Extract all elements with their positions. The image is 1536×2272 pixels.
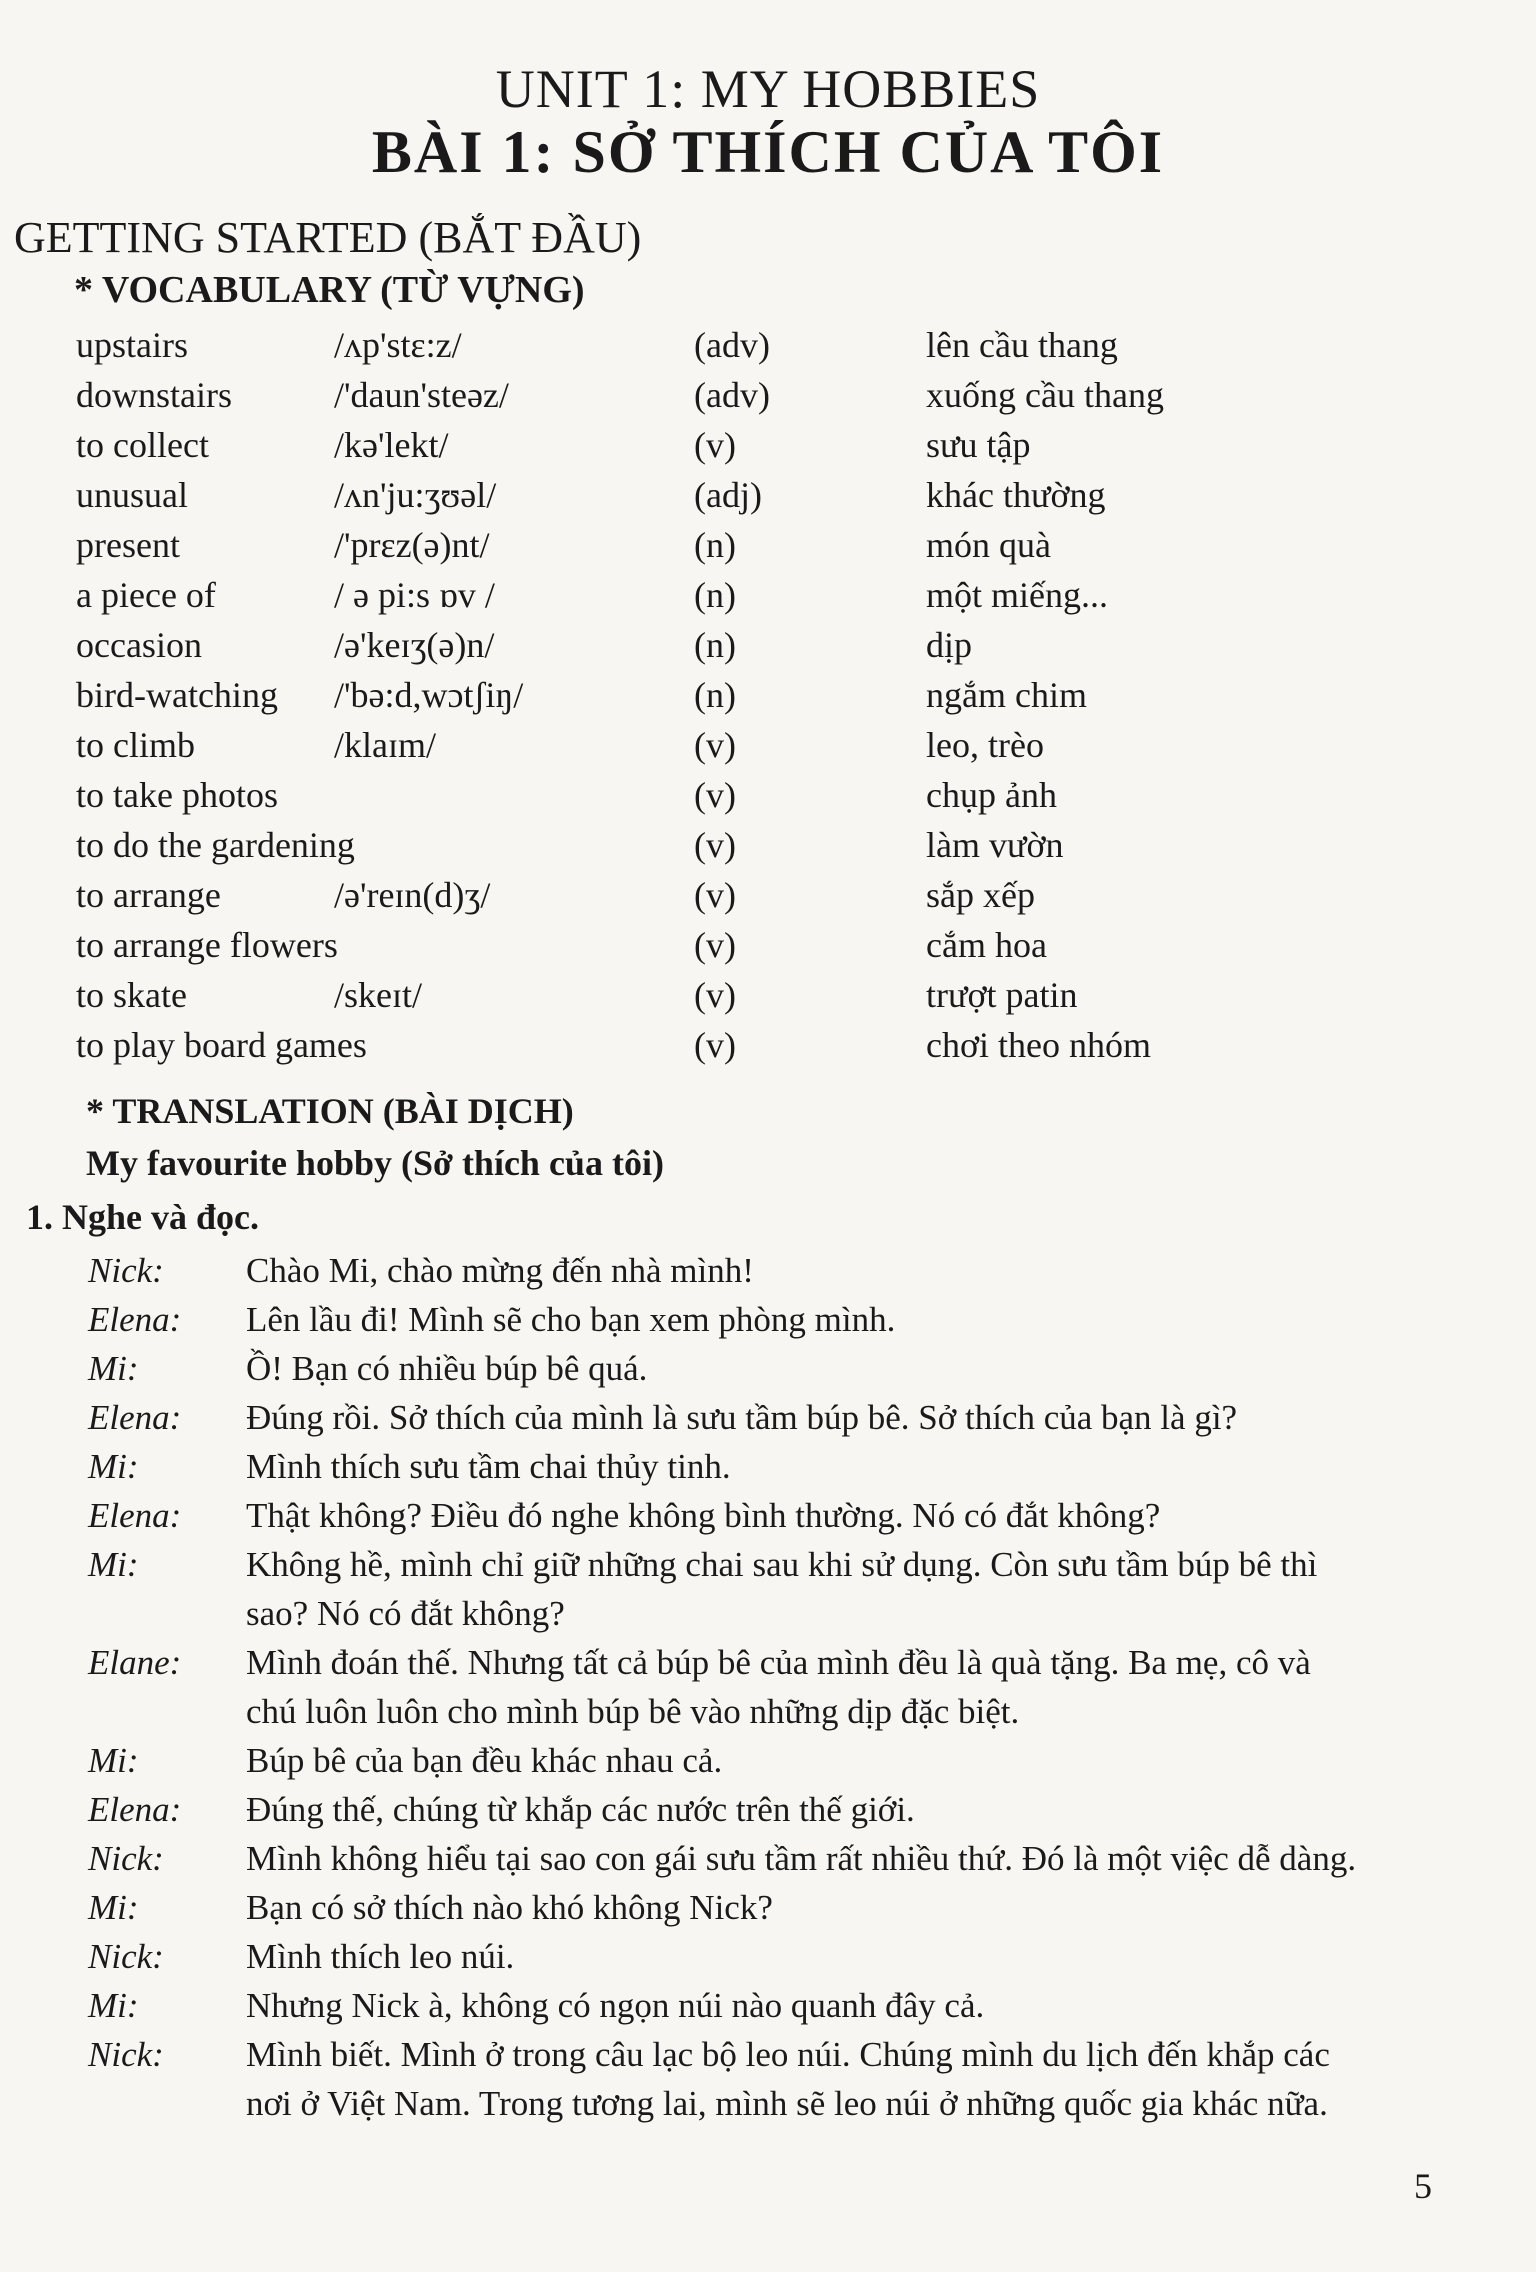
dialogue-row bbox=[88, 1785, 1458, 1834]
vocab-word: to skate bbox=[76, 975, 187, 1015]
dialogue-row bbox=[88, 1932, 1458, 1981]
vocab-row bbox=[76, 824, 1496, 874]
dialogue-line: Thật không? Điều đó nghe không bình thường. Nó có đắt không? bbox=[246, 1496, 1161, 1535]
vocab-pos: (n) bbox=[694, 625, 736, 665]
vocab-row bbox=[76, 324, 1496, 374]
dialogue-row bbox=[88, 1589, 1458, 1638]
vocab-meaning: chụp ảnh bbox=[926, 775, 1057, 815]
vocab-word: present bbox=[76, 525, 180, 565]
vocab-meaning: làm vườn bbox=[926, 825, 1064, 865]
dialogue-row bbox=[88, 2079, 1458, 2128]
vocab-row bbox=[76, 374, 1496, 424]
speaker-name: Mi: bbox=[88, 1447, 139, 1486]
vocab-pos: (v) bbox=[694, 875, 736, 915]
speaker-name: Elena: bbox=[88, 1790, 182, 1829]
dialogue-line: Nhưng Nick à, không có ngọn núi nào quanh đây cả. bbox=[246, 1986, 985, 2025]
vocab-word: to arrange flowers bbox=[76, 925, 338, 965]
vocab-row bbox=[76, 424, 1496, 474]
unit-title-english: UNIT 1: MY HOBBIES bbox=[495, 59, 1041, 119]
dialogue-row bbox=[88, 1491, 1458, 1540]
vocab-meaning: dịp bbox=[926, 625, 973, 665]
vocab-meaning: món quà bbox=[926, 525, 1051, 565]
vocab-meaning: trượt patin bbox=[926, 975, 1078, 1015]
speaker-name bbox=[88, 1687, 246, 1736]
dialogue-row bbox=[88, 1834, 1458, 1883]
vocab-row bbox=[76, 974, 1496, 1024]
vocab-word: a piece of bbox=[76, 575, 216, 615]
vocab-meaning: cắm hoa bbox=[926, 925, 1047, 965]
vocab-pos: (adj) bbox=[694, 475, 762, 515]
vocab-pos: (v) bbox=[694, 775, 736, 815]
dialogue-row bbox=[88, 1736, 1458, 1785]
vocab-pos: (n) bbox=[694, 575, 736, 615]
vocab-pos: (v) bbox=[694, 725, 736, 765]
vocab-ipa: / ə pi:s ɒv / bbox=[334, 575, 495, 615]
vocab-pos: (v) bbox=[694, 425, 736, 465]
vocab-word: unusual bbox=[76, 475, 188, 515]
translation-heading: * TRANSLATION (BÀI DỊCH) bbox=[86, 1091, 574, 1131]
speaker-name: Nick: bbox=[88, 1937, 164, 1976]
vocab-pos: (v) bbox=[694, 1025, 736, 1065]
vocab-row bbox=[76, 674, 1496, 724]
vocab-word: to play board games bbox=[76, 1025, 367, 1065]
vocab-pos: (adv) bbox=[694, 325, 770, 365]
dialogue-line: Mình biết. Mình ở trong câu lạc bộ leo núi. Chúng mình du lịch đến khắp các bbox=[246, 2035, 1330, 2074]
speaker-name: Elane: bbox=[88, 1643, 182, 1682]
dialogue-row bbox=[88, 2030, 1458, 2079]
vocab-ipa: /kə'lekt/ bbox=[334, 425, 449, 465]
vocab-ipa: /klaɪm/ bbox=[334, 725, 436, 765]
vocab-meaning: lên cầu thang bbox=[926, 325, 1118, 365]
dialogue bbox=[88, 1246, 1458, 2128]
section-heading: GETTING STARTED (BẮT ĐẦU) bbox=[14, 213, 642, 262]
dialogue-row bbox=[88, 1540, 1458, 1589]
speaker-name bbox=[88, 2079, 246, 2128]
vocab-ipa: /'prɛz(ə)nt/ bbox=[334, 525, 490, 565]
vocab-row bbox=[76, 724, 1496, 774]
speaker-name: Mi: bbox=[88, 1545, 139, 1584]
dialogue-line: Mình thích sưu tầm chai thủy tinh. bbox=[246, 1447, 731, 1486]
dialogue-line: Đúng thế, chúng từ khắp các nước trên thế giới. bbox=[246, 1790, 915, 1829]
vocab-meaning: sưu tập bbox=[926, 425, 1031, 465]
speaker-name: Nick: bbox=[88, 2035, 164, 2074]
vocab-ipa: /ə'reɪn(d)ʒ/ bbox=[334, 875, 491, 915]
dialogue-line: Búp bê của bạn đều khác nhau cả. bbox=[246, 1741, 723, 1780]
dialogue-line: Mình không hiểu tại sao con gái sưu tầm rất nhiều thứ. Đó là một việc dễ dàng. bbox=[246, 1839, 1357, 1878]
speaker-name: Mi: bbox=[88, 1986, 139, 2025]
vocab-word: downstairs bbox=[76, 375, 232, 415]
speaker-name: Mi: bbox=[88, 1349, 139, 1388]
vocab-meaning: ngắm chim bbox=[926, 675, 1087, 715]
vocab-ipa: /'bə:d,wɔtʃiŋ/ bbox=[334, 675, 524, 715]
dialogue-line: Lên lầu đi! Mình sẽ cho bạn xem phòng mình. bbox=[246, 1300, 896, 1339]
vocab-pos: (v) bbox=[694, 825, 736, 865]
vocab-word: to take photos bbox=[76, 775, 278, 815]
vocab-word: bird-watching bbox=[76, 675, 278, 715]
vocab-row bbox=[76, 474, 1496, 524]
vocab-row bbox=[76, 924, 1496, 974]
vocab-pos: (v) bbox=[694, 925, 736, 965]
vocab-word: occasion bbox=[76, 625, 202, 665]
vocab-pos: (n) bbox=[694, 675, 736, 715]
vocab-meaning: khác thường bbox=[926, 475, 1106, 515]
vocab-ipa: /ʌp'stɛ:z/ bbox=[334, 325, 462, 365]
dialogue-row bbox=[88, 1442, 1458, 1491]
speaker-name: Nick: bbox=[88, 1839, 164, 1878]
vocab-ipa: /ʌn'ju:ʒʊəl/ bbox=[334, 475, 497, 515]
dialogue-line: Bạn có sở thích nào khó không Nick? bbox=[246, 1888, 773, 1927]
speaker-name: Elena: bbox=[88, 1398, 182, 1437]
dialogue-line: nơi ở Việt Nam. Trong tương lai, mình sẽ leo núi ở những quốc gia khác nữa. bbox=[246, 2084, 1328, 2123]
page-number: 5 bbox=[1414, 2166, 1432, 2206]
speaker-name: Nick: bbox=[88, 1251, 164, 1290]
dialogue-line: Đúng rồi. Sở thích của mình là sưu tầm búp bê. Sở thích của bạn là gì? bbox=[246, 1398, 1238, 1437]
vocab-ipa: /skeɪt/ bbox=[334, 975, 422, 1015]
vocab-word: to arrange bbox=[76, 875, 221, 915]
vocab-row bbox=[76, 624, 1496, 674]
vocab-pos: (adv) bbox=[694, 375, 770, 415]
vocab-pos: (n) bbox=[694, 525, 736, 565]
dialogue-line: Không hề, mình chỉ giữ những chai sau khi sử dụng. Còn sưu tầm búp bê thì bbox=[246, 1545, 1318, 1584]
dialogue-row bbox=[88, 1246, 1458, 1295]
exercise-heading: 1. Nghe và đọc. bbox=[26, 1197, 259, 1237]
vocab-meaning: leo, trèo bbox=[926, 725, 1044, 765]
speaker-name: Elena: bbox=[88, 1496, 182, 1535]
speaker-name bbox=[88, 1589, 246, 1638]
dialogue-line: sao? Nó có đắt không? bbox=[246, 1594, 565, 1633]
dialogue-row bbox=[88, 1981, 1458, 2030]
vocabulary-heading: * VOCABULARY (TỪ VỰNG) bbox=[74, 269, 585, 311]
translation-subheading: My favourite hobby (Sở thích của tôi) bbox=[86, 1143, 664, 1183]
dialogue-row bbox=[88, 1295, 1458, 1344]
dialogue-row bbox=[88, 1687, 1458, 1736]
vocab-meaning: xuống cầu thang bbox=[926, 375, 1164, 415]
vocab-meaning: chơi theo nhóm bbox=[926, 1025, 1151, 1065]
vocab-word: to do the gardening bbox=[76, 825, 355, 865]
dialogue-row bbox=[88, 1393, 1458, 1442]
dialogue-row bbox=[88, 1638, 1458, 1687]
dialogue-line: Mình thích leo núi. bbox=[246, 1937, 515, 1976]
speaker-name: Elena: bbox=[88, 1300, 182, 1339]
dialogue-row bbox=[88, 1344, 1458, 1393]
dialogue-line: Ồ! Bạn có nhiều búp bê quá. bbox=[246, 1349, 648, 1388]
vocab-meaning: một miếng... bbox=[926, 575, 1108, 615]
dialogue-row bbox=[88, 1883, 1458, 1932]
vocab-meaning: sắp xếp bbox=[926, 875, 1035, 915]
vocab-word: to climb bbox=[76, 725, 195, 765]
vocab-row bbox=[76, 774, 1496, 824]
vocab-pos: (v) bbox=[694, 975, 736, 1015]
vocab-ipa: /ə'keɪʒ(ə)n/ bbox=[334, 625, 495, 665]
vocab-row bbox=[76, 574, 1496, 624]
vocab-row bbox=[76, 1024, 1496, 1074]
vocab-word: to collect bbox=[76, 425, 209, 465]
vocab-row bbox=[76, 524, 1496, 574]
vocab-row bbox=[76, 874, 1496, 924]
unit-title-vietnamese: BÀI 1: SỞ THÍCH CỦA TÔI bbox=[371, 119, 1165, 185]
vocab-ipa: /'daun'steəz/ bbox=[334, 375, 509, 415]
vocab-word: upstairs bbox=[76, 325, 188, 365]
speaker-name: Mi: bbox=[88, 1888, 139, 1927]
dialogue-line: Mình đoán thế. Nhưng tất cả búp bê của mình đều là quà tặng. Ba mẹ, cô và bbox=[246, 1643, 1311, 1682]
speaker-name: Mi: bbox=[88, 1741, 139, 1780]
dialogue-line: chú luôn luôn cho mình búp bê vào những dịp đặc biệt. bbox=[246, 1692, 1020, 1731]
dialogue-line: Chào Mi, chào mừng đến nhà mình! bbox=[246, 1251, 754, 1290]
vocabulary-table bbox=[76, 324, 1496, 1074]
